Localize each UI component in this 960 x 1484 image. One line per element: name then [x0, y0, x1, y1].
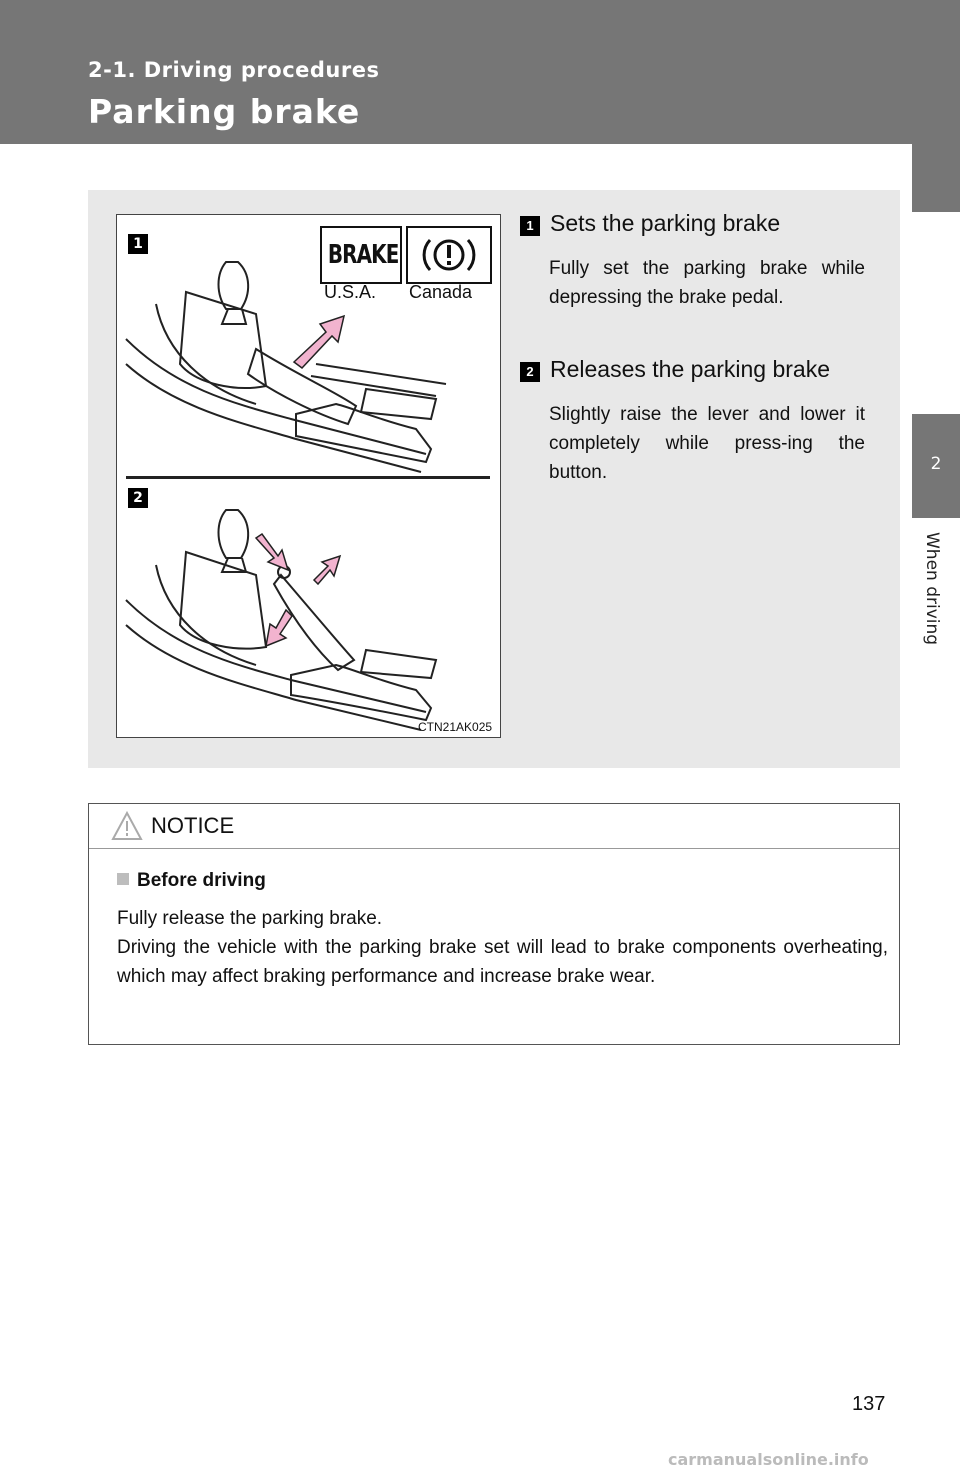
lever-raise-drawing	[116, 214, 499, 474]
step-marker-1: 1	[520, 216, 540, 236]
notice-header	[89, 804, 899, 849]
figure-code: CTN21AK025	[418, 720, 493, 734]
watermark: carmanualsonline.info	[668, 1450, 869, 1469]
page-header	[0, 0, 960, 144]
brake-indicator-text: BRAKE	[327, 240, 399, 270]
notice-subheading	[117, 870, 266, 892]
side-tab-upper	[912, 144, 960, 212]
label-usa: U.S.A.	[324, 282, 377, 302]
step-1	[520, 210, 866, 340]
notice-box	[88, 803, 900, 1045]
step-marker-2: 2	[520, 362, 540, 382]
step-description: Slightly raise the lever and lower it completely while press-ing the button.	[549, 404, 865, 483]
page-title: Parking brake	[88, 92, 361, 131]
label-canada: Canada	[409, 282, 473, 302]
notice-body	[117, 904, 888, 991]
page-number: 137	[852, 1393, 886, 1415]
step-heading: Releases the parking brake	[550, 356, 830, 382]
lever-lower-drawing	[116, 480, 499, 736]
figure-divider	[126, 476, 490, 479]
warning-triangle-icon	[111, 811, 143, 841]
chapter-number: 2	[930, 454, 942, 474]
notice-title: NOTICE	[151, 813, 235, 838]
section-label: 2-1. Driving procedures	[88, 58, 380, 82]
step-heading: Sets the parking brake	[550, 210, 781, 236]
chapter-title: When driving	[922, 532, 942, 646]
step-description: Fully set the parking brake while depressing the brake pedal.	[549, 258, 865, 308]
notice-line-2: Driving the vehicle with the parking brake set will lead to brake components overheating, which may affect braking performance and increase brake wear.	[117, 937, 888, 987]
notice-subheading-text: Before driving	[137, 870, 266, 891]
bullet-square-icon	[117, 873, 129, 885]
notice-line-1: Fully release the parking brake.	[117, 908, 383, 929]
chapter-tab[interactable]	[912, 414, 960, 518]
step-2	[520, 356, 866, 496]
figure-marker-2: 2	[128, 488, 148, 508]
figure-marker-1: 1	[128, 234, 148, 254]
